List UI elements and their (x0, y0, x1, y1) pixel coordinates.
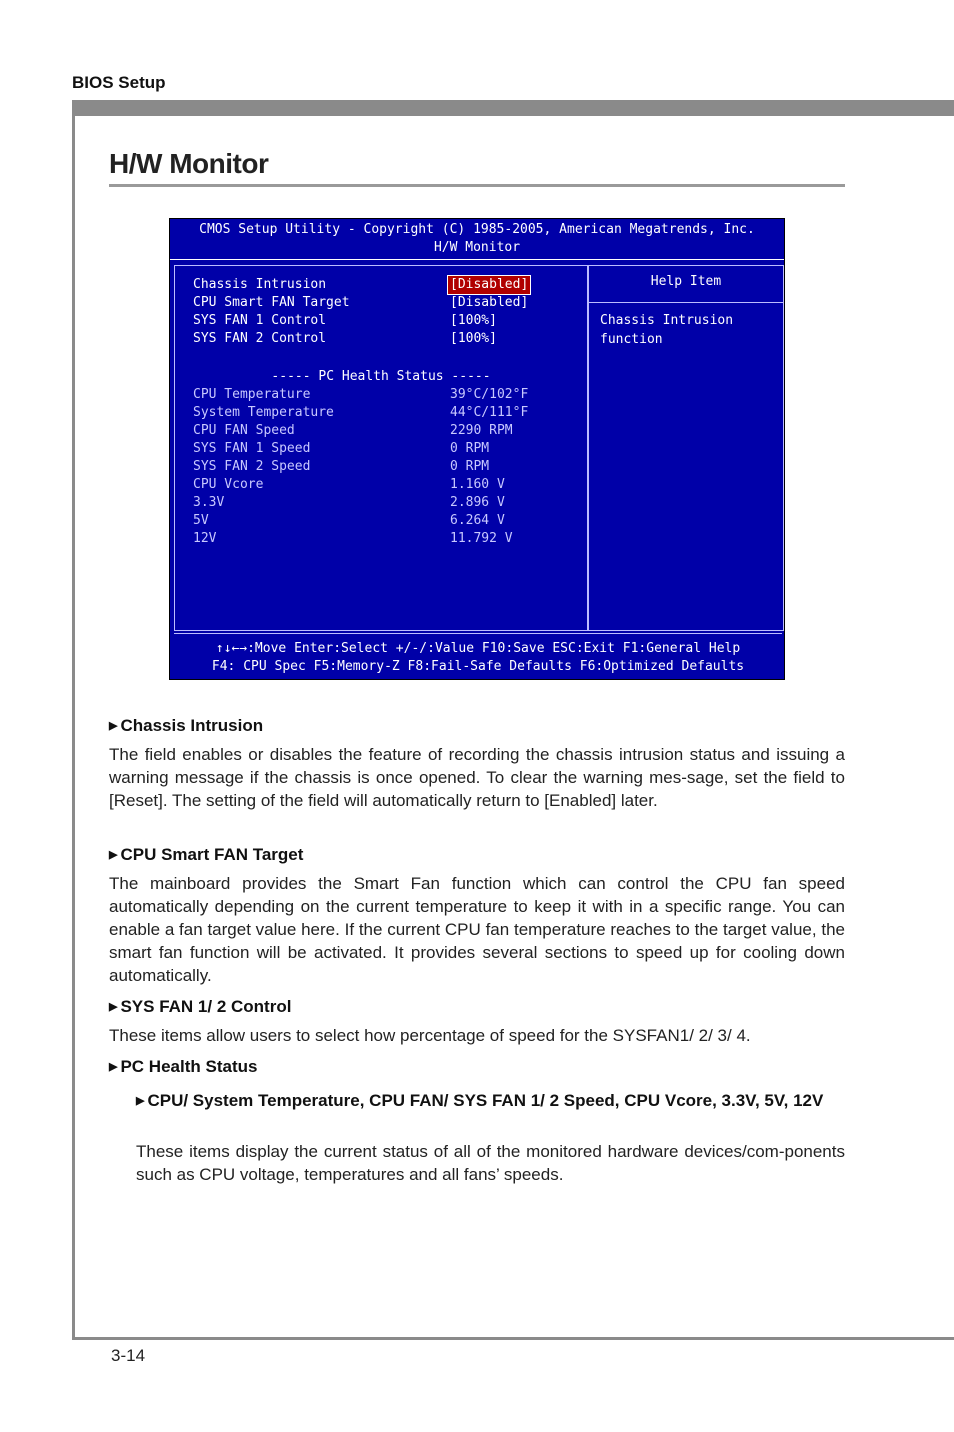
bios-setting-sys-fan-1[interactable] (193, 312, 583, 330)
triangle-right-icon: ▶ (109, 1061, 118, 1073)
status-value: 6.264 V (450, 513, 505, 528)
heading-text: PC Health Status (120, 1057, 258, 1076)
status-label: CPU Temperature (193, 387, 311, 402)
setting-value[interactable]: [Disabled] (450, 295, 529, 310)
triangle-right-icon: ▶ (136, 1095, 145, 1107)
status-row (193, 422, 583, 440)
heading-text: CPU Smart FAN Target (120, 845, 304, 864)
bios-screen-title: H/W Monitor (433, 240, 521, 255)
status-row (193, 404, 583, 422)
triangle-right-icon: ▶ (109, 849, 118, 861)
triangle-right-icon: ▶ (109, 720, 118, 732)
heading-pc-health-status (109, 1057, 257, 1077)
left-margin-rule (72, 100, 75, 1340)
status-label: SYS FAN 1 Speed (193, 441, 311, 456)
status-label: SYS FAN 2 Speed (193, 459, 311, 474)
status-row (193, 386, 583, 404)
status-row (193, 512, 583, 530)
status-label: CPU FAN Speed (193, 423, 295, 438)
triangle-right-icon: ▶ (109, 1001, 118, 1013)
heading-text: Chassis Intrusion (120, 716, 264, 735)
heading-chassis-intrusion (109, 716, 263, 736)
bios-divider (170, 259, 784, 260)
setting-label: SYS FAN 2 Control (193, 331, 327, 346)
status-label: CPU Vcore (193, 477, 264, 492)
heading-text: SYS FAN 1/ 2 Control (120, 997, 292, 1016)
status-value: 2290 RPM (450, 423, 513, 438)
page-title: H/W Monitor (109, 148, 269, 179)
status-value: 0 RPM (450, 441, 490, 456)
bios-copyright: CMOS Setup Utility - Copyright (C) 1985-2005, American Megatrends, Inc. (199, 222, 755, 237)
header-bar (72, 100, 954, 116)
subheading-text: CPU/ System Temperature, CPU FAN/ SYS FAN 1/ 2 Speed, CPU Vcore, 3.3V, 5V, 12V (147, 1091, 824, 1110)
setting-label: CPU Smart FAN Target (193, 295, 350, 310)
bios-setting-cpu-smart-fan[interactable] (193, 294, 583, 312)
paragraph-pc-health-items: These items display the current status of all of the monitored hardware devices/com-ponents such as CPU voltage, temperatures and all fans’ speeds. (136, 1142, 845, 1184)
bios-screen (169, 218, 785, 680)
setting-value-selected[interactable]: [Disabled] (450, 277, 529, 292)
paragraph-chassis-intrusion: The field enables or disables the feature of recording the chassis intrusion status and issuing a warning message if the chassis is once opened. To clear the warning mes-sage, set the field to [Reset]. The setting of the field will automatically return to [Enabled] later. (109, 745, 845, 810)
subheading-pc-health-items (136, 1090, 845, 1114)
bios-setting-chassis-intrusion[interactable] (193, 276, 583, 294)
bios-help-panel (588, 265, 784, 631)
key-legend-line-1: ↑↓←→:Move Enter:Select +/-/:Value F10:Save ESC:Exit F1:General Help (215, 641, 741, 656)
status-value: 0 RPM (450, 459, 490, 474)
help-divider (589, 302, 783, 303)
status-label: 5V (193, 513, 209, 528)
paragraph-sys-fan-control: These items allow users to select how percentage of speed for the SYSFAN1/ 2/ 3/ 4. (109, 1026, 751, 1045)
status-value: 44°C/111°F (450, 405, 529, 420)
setting-value[interactable]: [100%] (450, 313, 497, 328)
paragraph-cpu-smart-fan-target: The mainboard provides the Smart Fan function which can control the CPU fan speed automatically depending on the current temperature to keep it with in a specific range. You can enable a fan target value here. If the current CPU fan temperature reaches to the target value, the smart fan function will be activated. It provides several sections to speed up for cooling down automatically. (109, 874, 845, 985)
bios-settings-panel (174, 265, 588, 631)
status-row (193, 494, 583, 512)
status-row (193, 458, 583, 476)
heading-sys-fan-control (109, 997, 291, 1017)
status-row (193, 476, 583, 494)
key-legend-line-2: F4: CPU Spec F5:Memory-Z F8:Fail-Safe Defaults F6:Optimized Defaults (211, 659, 745, 674)
status-value: 2.896 V (450, 495, 505, 510)
status-label: 12V (193, 531, 217, 546)
status-value: 11.792 V (450, 531, 513, 546)
footer-rule (72, 1337, 954, 1340)
setting-value[interactable]: [100%] (450, 331, 497, 346)
help-title: Help Item (650, 274, 722, 289)
setting-label: SYS FAN 1 Control (193, 313, 327, 328)
page-number: 3-14 (111, 1346, 146, 1365)
title-underline (109, 184, 845, 187)
status-row (193, 440, 583, 458)
bios-key-legend (174, 633, 782, 678)
status-label: 3.3V (193, 495, 225, 510)
help-text: Chassis Intrusion function (600, 313, 734, 347)
status-row (193, 530, 583, 548)
pc-health-header: ----- PC Health Status ----- (271, 369, 491, 384)
heading-cpu-smart-fan-target (109, 845, 303, 865)
section-label: BIOS Setup (72, 73, 166, 92)
setting-label: Chassis Intrusion (193, 277, 327, 292)
status-value: 39°C/102°F (450, 387, 529, 402)
bios-setting-sys-fan-2[interactable] (193, 330, 583, 348)
status-value: 1.160 V (450, 477, 505, 492)
status-label: System Temperature (193, 405, 334, 420)
